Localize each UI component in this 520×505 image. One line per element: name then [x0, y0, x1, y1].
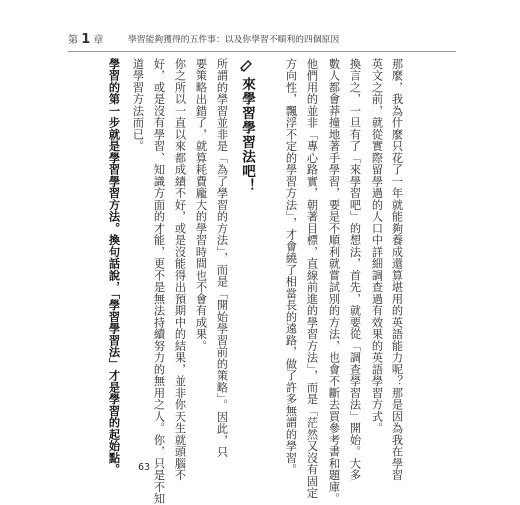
text-column-5: 他們用的並非「專心路實，朝著目標，直線前進的學習方法」，而是「茫然又沒有固定 — [305, 58, 319, 499]
section-heading: 來學習學習法吧！ — [239, 77, 255, 193]
chapter-label — [68, 33, 103, 48]
chapter-suffix: 章 — [93, 35, 104, 46]
text-column-10: 好，或是沒有學習、知識方面的才能，更不是無法持續努力的無用之人。你，只是不知 — [152, 58, 166, 505]
text-column-1: 那麼，我為什麼只花了一年就能夠養成還算堪用的英語能力呢？那是因為我在學習 — [390, 58, 404, 481]
chapter-number: 1 — [81, 32, 91, 47]
text-column-6: 方向性，飄浮不定的學習方法」，才會繞了相當長的遠路，做了許多無謂的學習。 — [284, 58, 298, 476]
text-column-7: 所謂的學習並非是「為了學習的方法」，而是「開始學習前的策略」。因此，只 — [215, 58, 229, 459]
text-column-8: 要策略出錯了，就算耗費龐大的學習時間也不會有成果。 — [194, 58, 208, 352]
text-column-11: 道學習方法而已。 — [131, 58, 145, 152]
chapter-word: 第 — [68, 35, 78, 46]
chapter-title: 學習能夠獲得的五件事：以及你學習不順利的四個原因 — [128, 35, 340, 45]
text-column-2: 英文之前，就從實際留學過的人口中詳細調查過有效果的英語學習方式。 — [370, 58, 384, 434]
running-header — [68, 33, 456, 49]
text-column-12-emphasis: 學習的第一步就是學習學習方法。換句話說，「學習學習法」才是學習的起始點。 — [107, 58, 121, 476]
header-rule — [68, 51, 456, 52]
pencil-icon — [238, 58, 254, 74]
text-column-3: 換言之，一旦有了「來學習吧」的想法，首先，就要從「調查學習法」開始。大多 — [348, 58, 362, 481]
text-column-4: 數人都會莽撞地著手學習，要是不順利就嘗試別的方法，也會不斷去買參考書和題庫。 — [327, 58, 341, 505]
page-number: 63 — [138, 462, 151, 473]
text-column-9: 你之所以一直以來都成績不好，或是沒能得出預期中的結果，並非你天生就頭腦不 — [173, 58, 187, 481]
